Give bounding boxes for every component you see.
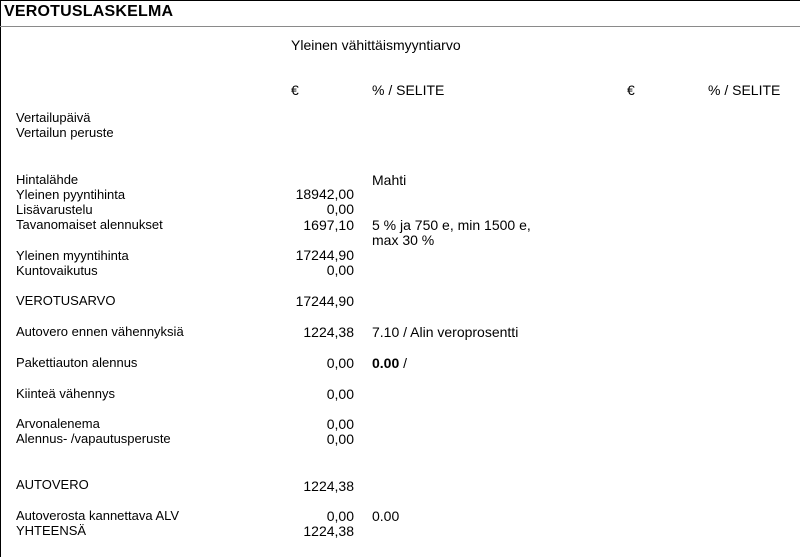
note-pakettiauton-alennus-value: 0.00 <box>372 355 400 371</box>
value-arvonalenema: 0,00 <box>326 416 354 432</box>
value-yleinen-pyyntihinta: 18942,00 <box>295 186 354 202</box>
value-alennus-vapautusperuste: 0,00 <box>326 431 354 447</box>
label-hintalahde: Hintalähde <box>16 172 79 187</box>
note-tavanomaiset-alennukset-line2: max 30 % <box>372 232 435 248</box>
value-kuntovaikutus: 0,00 <box>326 262 354 278</box>
value-autovero: 1224,38 <box>303 478 354 494</box>
label-alennus-vapautusperuste: Alennus- /vapautusperuste <box>16 431 171 446</box>
section-subtitle: Yleinen vähittäismyyntiarvo <box>291 37 461 53</box>
label-verotusarvo: VEROTUSARVO <box>16 293 116 308</box>
note-pakettiauton-alennus <box>372 356 407 371</box>
note-autoverosta-kannettava-alv: 0.00 <box>372 508 400 524</box>
value-lisavarustelu: 0,00 <box>326 201 354 217</box>
note-autovero-ennen-vahennyksia: 7.10 / Alin veroprosentti <box>372 324 519 340</box>
label-pakettiauton-alennus: Pakettiauton alennus <box>16 355 138 370</box>
label-lisavarustelu: Lisävarustelu <box>16 202 93 217</box>
value-tavanomaiset-alennukset: 1697,10 <box>303 217 354 233</box>
value-autovero-ennen-vahennyksia: 1224,38 <box>303 324 354 340</box>
page-title: VEROTUSLASKELMA <box>4 3 174 20</box>
frame-left-border <box>0 0 1 557</box>
label-autovero: AUTOVERO <box>16 477 89 492</box>
value-yhteensa: 1224,38 <box>303 523 354 539</box>
header-euro-1: € <box>291 82 299 98</box>
note-tavanomaiset-alennukset-line1: 5 % ja 750 e, min 1500 e, <box>372 217 531 233</box>
label-yhteensa: YHTEENSÄ <box>16 523 87 538</box>
label-kiintea-vahennys: Kiinteä vähennys <box>16 386 116 401</box>
label-vertailupaiva: Vertailupäivä <box>16 110 91 125</box>
value-pakettiauton-alennus: 0,00 <box>326 355 354 371</box>
value-kiintea-vahennys: 0,00 <box>326 386 354 402</box>
label-kuntovaikutus: Kuntovaikutus <box>16 263 98 278</box>
title-divider <box>0 26 800 27</box>
note-pakettiauton-alennus-rest: / <box>399 355 408 371</box>
label-autoverosta-kannettava-alv: Autoverosta kannettava ALV <box>16 508 180 523</box>
frame-top-border <box>0 0 800 1</box>
label-arvonalenema: Arvonalenema <box>16 416 100 431</box>
label-vertailun-peruste: Vertailun peruste <box>16 125 114 140</box>
label-tavanomaiset-alennukset: Tavanomaiset alennukset <box>16 217 163 232</box>
header-percent-selite-2: % / SELITE <box>708 82 781 98</box>
label-autovero-ennen-vahennyksia: Autovero ennen vähennyksiä <box>16 324 184 339</box>
value-autoverosta-kannettava-alv: 0,00 <box>326 508 354 524</box>
label-yleinen-pyyntihinta: Yleinen pyyntihinta <box>16 187 126 202</box>
value-verotusarvo: 17244,90 <box>295 293 354 309</box>
value-yleinen-myyntihinta: 17244,90 <box>295 247 354 263</box>
label-yleinen-myyntihinta: Yleinen myyntihinta <box>16 248 129 263</box>
note-hintalahde: Mahti <box>372 172 407 188</box>
header-percent-selite-1: % / SELITE <box>372 82 445 98</box>
header-euro-2: € <box>627 82 635 98</box>
